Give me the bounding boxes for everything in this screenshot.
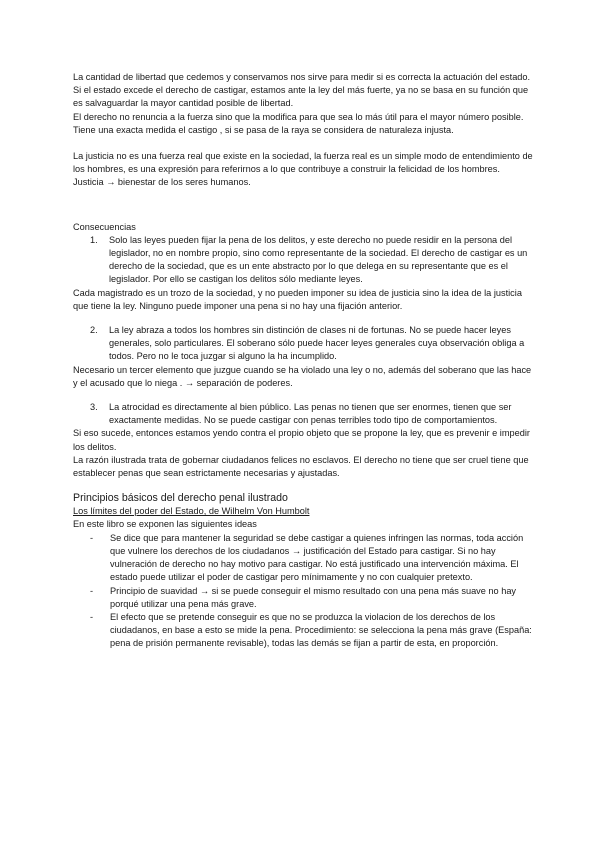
intro-paragraph-1: La cantidad de libertad que cedemos y conservamos nos sirve para medir si es correcta la actuación del estado. bbox=[73, 72, 531, 82]
intro-paragraph-2: Si el estado excede el derecho de castigar, estamos ante la ley del más fuerte, ya no se basa en su función que es salvaguardar la mayor cantidad posible de libertad. bbox=[73, 85, 529, 109]
consecuencia-1-note: Cada magistrado es un trozo de la sociedad, y no pueden imponer su idea de justicia sino la idea de la justicia que tiene la ley. Ninguno puede imponer una pena si no hay una fijación anterior. bbox=[73, 287, 522, 311]
consecuencia-item-3 bbox=[90, 401, 533, 427]
item-text: La ley abraza a todos los hombres sin distinción de clases ni de fortunas. No se puede hacer leyes generales, solo particulares. El soberano sólo puede hacer leyes generales cuya observación obliga a todos. Pero no le toca juzgar si alguno la ha incumplido. bbox=[109, 325, 525, 362]
item-text: Se dice que para mantener la seguridad se debe castigar a quienes infringen las normas, toda acción que vulnere los derechos de los ciudadanos → justificación del Estado para castigar. Si no hay vulneración de derecho no hay motivo para castigar. No está justificado una intervención máxima. El estado puede utilizar el poder de castigar pero mínimamente y no con cualquier pretexto. bbox=[110, 532, 524, 583]
principio-item-3 bbox=[73, 611, 533, 651]
consecuencias-list bbox=[90, 234, 533, 287]
consecuencias-list-3 bbox=[90, 401, 533, 427]
consecuencias-heading: Consecuencias bbox=[73, 221, 136, 232]
document-body bbox=[73, 71, 533, 651]
dash-marker: - bbox=[90, 611, 94, 622]
consecuencia-item-1 bbox=[90, 234, 533, 287]
principios-bullets bbox=[73, 532, 533, 651]
principio-item-1 bbox=[73, 532, 533, 585]
consecuencia-item-2 bbox=[90, 324, 533, 364]
principios-heading: Principios básicos del derecho penal ilustrado bbox=[73, 492, 288, 505]
item-text: El efecto que se pretende conseguir es que no se produzca la violacion de los derechos de los ciudadanos, en base a esto se mide la pena. Procedimiento: se selecciona la pena más grave (España: pena de prisión permanente revisable), todas las demás se fijan a partir de esta, en proporción. bbox=[110, 611, 532, 649]
principios-subheading: Los límites del poder del Estado, de Wilhelm Von Humbolt bbox=[73, 506, 310, 517]
dash-marker: - bbox=[90, 585, 94, 596]
intro-paragraph-3: El derecho no renuncia a la fuerza sino que la modifica para que sea lo más útil para el mayor número posible. bbox=[73, 111, 524, 122]
item-text: La atrocidad es directamente al bien público. Las penas no tienen que ser enormes, tienen que ser exactamente medidas. No se puede castigar con penas terribles todo tipo de comportamientos. bbox=[109, 402, 512, 426]
item-text: Solo las leyes pueden fijar la pena de los delitos, y este derecho no puede residir en la persona del legislador, no en nombre propio, sino como representante de la sociedad. El derecho de castigar es un derecho de la sociedad, que es un ente abstracto por lo que delega en su representante que es el legislador. Por ello se castigan los delitos sólo mediante leyes. bbox=[109, 234, 528, 285]
consecuencias-list-2 bbox=[90, 324, 533, 364]
item-number: 3. bbox=[90, 402, 98, 413]
item-number: 2. bbox=[90, 325, 98, 336]
consecuencia-3-note-2: La razón ilustrada trata de gobernar ciudadanos felices no esclavos. El derecho no tiene que ser cruel tiene que establecer penas que sean estrictamente necesarias y ajustadas. bbox=[73, 454, 529, 479]
principios-lead: En este libro se exponen las siguientes ideas bbox=[73, 519, 257, 530]
intro-paragraph-4: Tiene una exacta medida el castigo , si se pasa de la raya se considera de naturaleza injusta. bbox=[73, 124, 454, 135]
dash-marker: - bbox=[90, 532, 94, 543]
item-number: 1. bbox=[90, 234, 98, 245]
consecuencia-3-note-1: Si eso sucede, entonces estamos yendo contra el propio objeto que se propone la ley, que es prevenir e impedir los delitos. bbox=[73, 428, 530, 452]
principio-item-2 bbox=[73, 585, 533, 611]
justicia-paragraph: La justicia no es una fuerza real que existe en la sociedad, la fuerza real es un simple modo de entendimiento de los hombres, es una expresión para referirnos a lo que contribuye a construir la felicidad de los hombres. Justicia → bienestar de los seres humanos. bbox=[73, 151, 533, 188]
consecuencia-2-note: Necesario un tercer elemento que juzgue cuando se ha violado una ley o no, además del soberano que las hace y el acusado que lo niega . → separación de poderes. bbox=[73, 364, 532, 388]
item-text: Principio de suavidad → si se puede conseguir el mismo resultado con una pena más suave no hay porqué utilizar una pena más grave. bbox=[110, 585, 517, 609]
